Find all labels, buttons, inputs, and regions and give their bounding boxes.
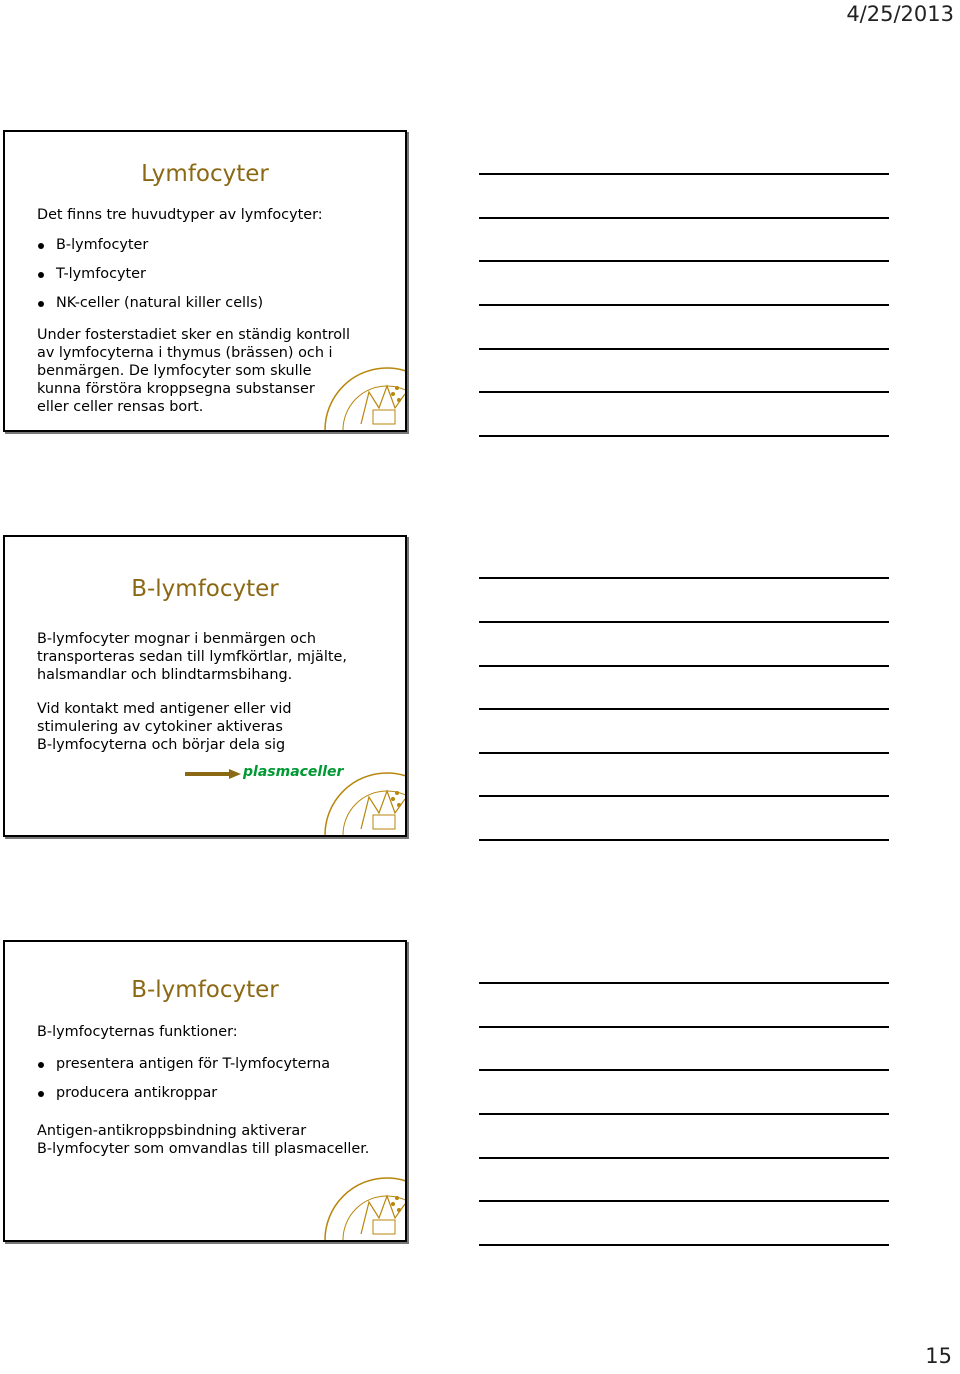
slide-body — [37, 630, 395, 754]
arrow-label: plasmaceller — [243, 764, 344, 780]
slide-title: Lymfocyter — [141, 161, 269, 187]
note-line — [479, 217, 889, 219]
university-seal-icon — [321, 364, 405, 430]
note-line — [479, 621, 889, 623]
slide-title: B-lymfocyter — [131, 977, 279, 1003]
note-line — [479, 1244, 889, 1246]
note-line — [479, 391, 889, 393]
paragraph-line: halsmandlar och blindtarmsbihang. — [37, 667, 293, 683]
slide-3 — [3, 940, 407, 1242]
note-line — [479, 348, 889, 350]
note-line — [479, 665, 889, 667]
slide-intro: Det finns tre huvudtyper av lymfocyter: — [37, 207, 323, 223]
paragraph-line: B-lymfocyter mognar i benmärgen och — [37, 631, 316, 647]
note-line — [479, 1200, 889, 1202]
slide-paragraph — [37, 630, 395, 684]
note-line — [479, 435, 889, 437]
note-line — [479, 752, 889, 754]
bullet-item: T-lymfocyter — [37, 265, 395, 283]
slide-paragraph — [37, 700, 395, 754]
bullet-list — [37, 1055, 395, 1102]
paragraph-line: eller celler rensas bort. — [37, 399, 204, 415]
paragraph-line: Antigen-antikroppsbindning aktiverar — [37, 1123, 307, 1139]
note-line — [479, 577, 889, 579]
note-line — [479, 795, 889, 797]
slide-paragraph — [37, 1122, 395, 1158]
note-line — [479, 839, 889, 841]
paragraph-line: Under fosterstadiet sker en ständig kontroll — [37, 327, 350, 343]
page-number: 15 — [925, 1344, 952, 1368]
note-line — [479, 1157, 889, 1159]
bullet-item: presentera antigen för T-lymfocyterna — [37, 1055, 395, 1073]
arrow-right-icon — [185, 769, 241, 779]
slide-body — [37, 1023, 395, 1158]
note-line — [479, 173, 889, 175]
paragraph-line: stimulering av cytokiner aktiveras — [37, 719, 283, 735]
note-line — [479, 1026, 889, 1028]
bullet-list — [37, 236, 395, 312]
slide-title: B-lymfocyter — [131, 576, 279, 602]
paragraph-line: av lymfocyterna i thymus (brässen) och i — [37, 345, 333, 361]
slide-2 — [3, 535, 407, 837]
paragraph-line: B-lymfocyter som omvandlas till plasmaceller. — [37, 1141, 370, 1157]
note-line — [479, 1069, 889, 1071]
bullet-item: producera antikroppar — [37, 1084, 395, 1102]
slide-1 — [3, 130, 407, 432]
paragraph-line: benmärgen. De lymfocyter som skulle — [37, 363, 312, 379]
paragraph-line: transporteras sedan till lymfkörtlar, mjälte, — [37, 649, 347, 665]
note-line — [479, 304, 889, 306]
university-seal-icon — [321, 1174, 405, 1240]
bullet-item: NK-celler (natural killer cells) — [37, 294, 395, 312]
slide-intro: B-lymfocyternas funktioner: — [37, 1024, 238, 1040]
note-line — [479, 260, 889, 262]
bullet-item: B-lymfocyter — [37, 236, 395, 254]
note-line — [479, 982, 889, 984]
university-seal-icon — [321, 769, 405, 835]
header-date: 4/25/2013 — [846, 2, 954, 26]
paragraph-line: B-lymfocyterna och börjar dela sig — [37, 737, 286, 753]
note-line — [479, 1113, 889, 1115]
paragraph-line: Vid kontakt med antigener eller vid — [37, 701, 292, 717]
paragraph-line: kunna förstöra kroppsegna substanser — [37, 381, 315, 397]
note-line — [479, 708, 889, 710]
